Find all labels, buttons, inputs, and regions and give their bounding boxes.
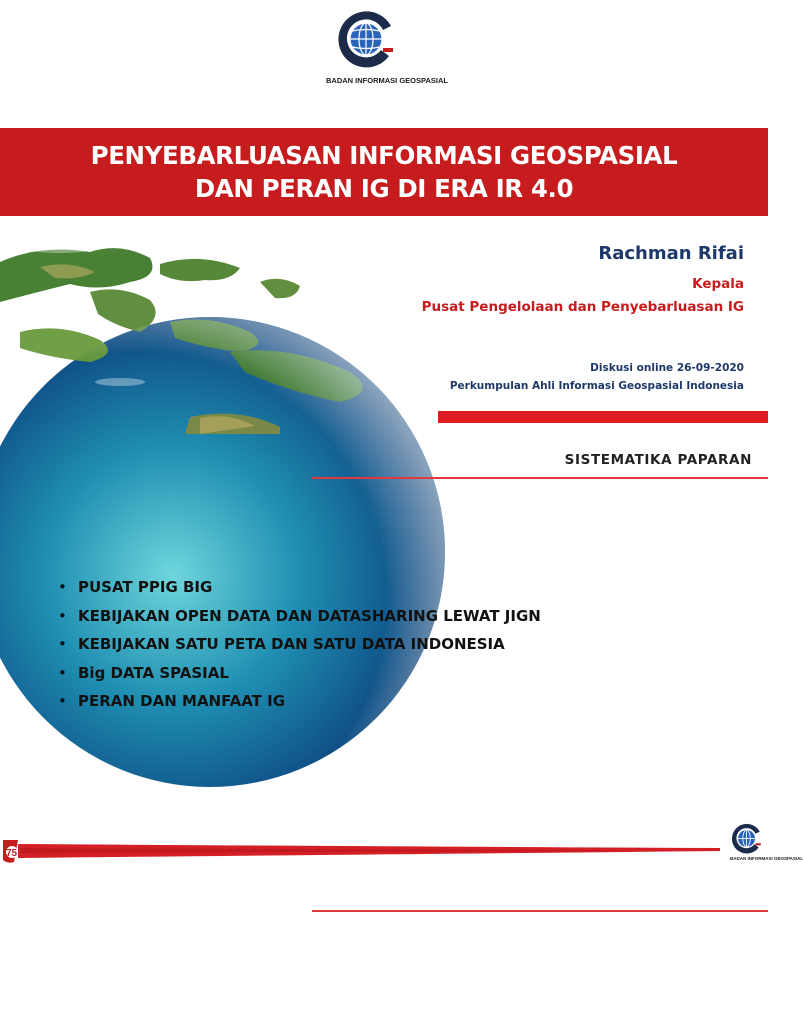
- anniversary-75-icon: [3, 840, 18, 863]
- presenter-role: Kepala: [692, 276, 744, 292]
- bullet-icon: •: [58, 635, 67, 653]
- agenda-item-text: PERAN DAN MANFAAT IG: [78, 692, 286, 710]
- title-line-1: PENYEBARLUASAN INFORMASI GEOSPASIAL: [90, 141, 678, 170]
- footer-logo-caption: BADAN INFORMASI GEOSPASIAL: [730, 856, 803, 861]
- globe-logo-icon: [728, 822, 764, 856]
- list-item: [58, 635, 541, 664]
- heading-rule: [312, 477, 768, 479]
- logo-caption: BADAN INFORMASI GEOSPASIAL: [326, 76, 448, 85]
- globe-logo-icon: [331, 8, 399, 72]
- list-item: [58, 692, 541, 721]
- section-heading: SISTEMATIKA PAPARAN: [564, 452, 752, 468]
- bullet-icon: •: [58, 606, 67, 625]
- agenda-item-text: KEBIJAKAN SATU PETA DAN SATU DATA INDONESIA: [78, 635, 505, 653]
- red-accent-strip: [438, 411, 768, 423]
- bottom-rule: [312, 910, 768, 912]
- agenda-list: [58, 578, 541, 721]
- presenter-unit: Pusat Pengelolaan dan Penyebarluasan IG: [421, 299, 744, 315]
- agenda-item-text: PUSAT PPIG BIG: [78, 578, 213, 596]
- event-date: Diskusi online 26-09-2020: [590, 362, 744, 374]
- agenda-item-text: Big DATA SPASIAL: [78, 663, 229, 682]
- presenter-name: Rachman Rifai: [598, 243, 744, 264]
- agenda-item-text: KEBIJAKAN OPEN DATA DAN DATASHARING LEWAT JIGN: [78, 606, 541, 625]
- bullet-icon: •: [58, 578, 67, 596]
- bullet-icon: •: [58, 663, 67, 682]
- title-line-2: DAN PERAN IG DI ERA IR 4.0: [194, 174, 574, 203]
- footer-big-logo: [728, 822, 803, 872]
- list-item: [58, 578, 541, 607]
- list-item: [58, 664, 541, 693]
- event-organizer: Perkumpulan Ahli Informasi Geospasial Indonesia: [449, 380, 744, 392]
- bullet-icon: •: [58, 692, 67, 710]
- svg-text:75: 75: [6, 848, 18, 859]
- title-banner: [0, 128, 768, 216]
- big-logo: [326, 8, 448, 92]
- list-item: [58, 607, 541, 636]
- footer-brush-stroke: [0, 836, 730, 866]
